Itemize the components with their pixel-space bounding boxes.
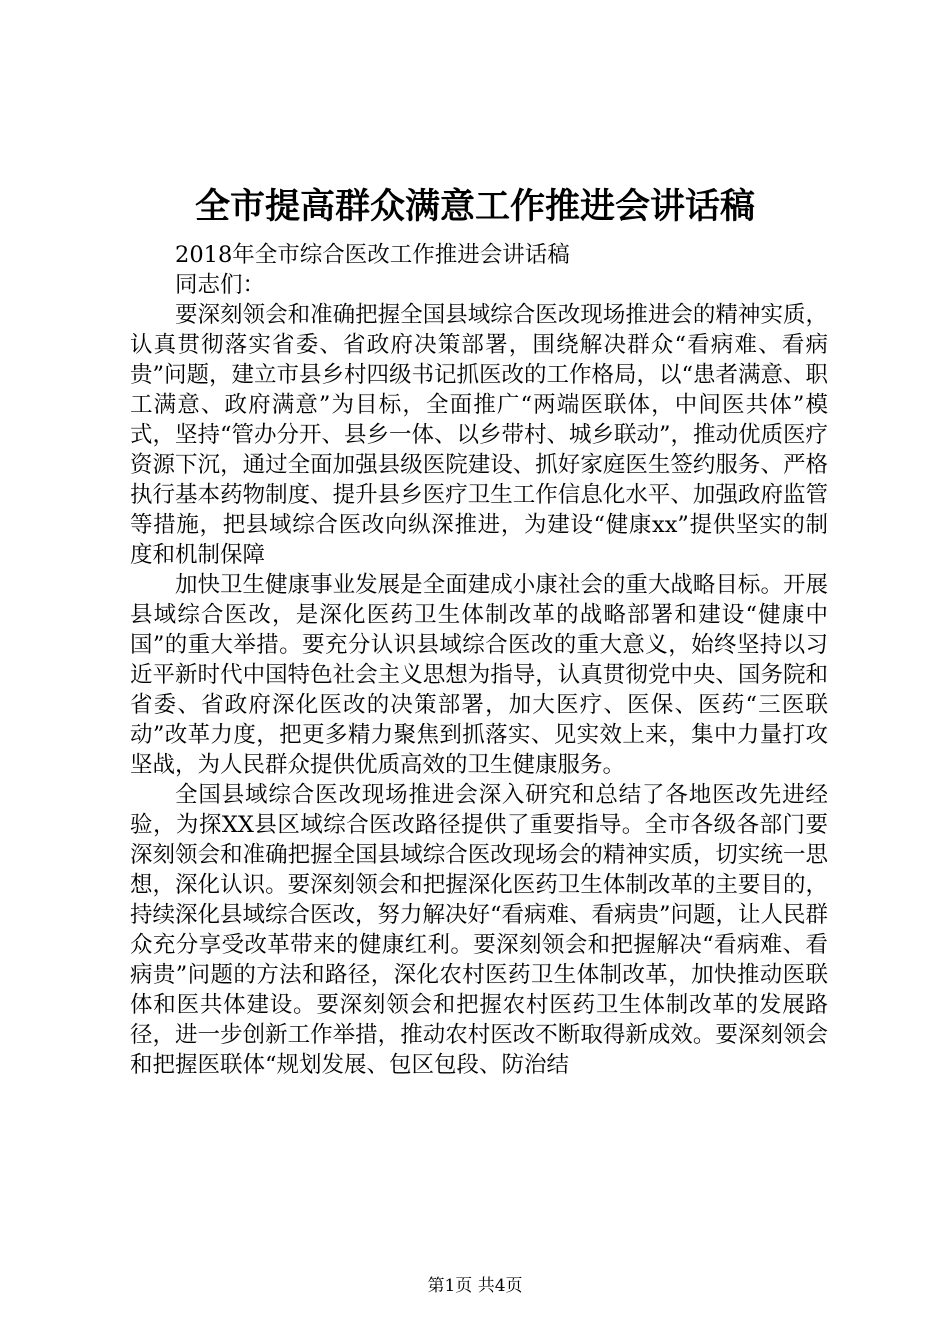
paragraph-3: 全国县域综合医改现场推进会深入研究和总结了各地医改先进经验，为探XX县区域综合医改路径提供了重要指导。全市各级各部门要深刻领会和准确把握全国县域综合医改现场会的精神实质，切实统一思想，深化认识。要深刻领会和把握深化医药卫生体制改革的主要目的，持续深化县域综合医改，努力解决好“看病难、看病贵”问题，让人民群众充分享受改革带来的健康红利。要深刻领会和把握解决“看病难、看病贵”问题的方法和路径，深化农村医药卫生体制改革，加快推动医联体和医共体建设。要深刻领会和把握农村医药卫生体制改革的发展路径，进一步创新工作举措，推动农村医改不断取得新成效。要深刻领会和把握医联体“规划发展、包区包段、防治结: [130, 782, 829, 1078]
paragraph-1: 要深刻领会和准确把握全国县域综合医改现场推进会的精神实质，认真贯彻落实省委、省政府决策部署，围绕解决群众“看病难、看病贵”问题，建立市县乡村四级书记抓医改的工作格局，以“患者满意、职工满意、政府满意”为目标，全面推广“两端医联体，中间医共体”模式，坚持“管办分开、县乡一体、以乡带村、城乡联动”，推动优质医疗资源下沉，通过全面加强县级医院建设、抓好家庭医生签约服务、严格执行基本药物制度、提升县乡医疗卫生工作信息化水平、加强政府监管等措施，把县域综合医改向纵深推进，为建设“健康xx”提供坚实的制度和机制保障: [130, 302, 829, 568]
salutation: 同志们：: [175, 272, 266, 298]
page-number-footer: 第1页 共4页: [427, 1276, 523, 1296]
document-subtitle: 2018年全市综合医改工作推进会讲话稿: [175, 242, 570, 268]
document-body: [130, 240, 828, 1080]
paragraph-2: 加快卫生健康事业发展是全面建成小康社会的重大战略目标。开展县域综合医改，是深化医药卫生体制改革的战略部署和建设“健康中国”的重大举措。要充分认识县域综合医改的重大意义，始终坚持以习近平新时代中国特色社会主义思想为指导，认真贯彻党中央、国务院和省委、省政府深化医改的决策部署，加大医疗、医保、医药“三医联动”改革力度，把更多精力聚焦到抓落实、见实效上来，集中力量打攻坚战，为人民群众提供优质高效的卫生健康服务。: [130, 572, 828, 778]
page-title: 全市提高群众满意工作推进会讲话稿: [194, 186, 755, 227]
